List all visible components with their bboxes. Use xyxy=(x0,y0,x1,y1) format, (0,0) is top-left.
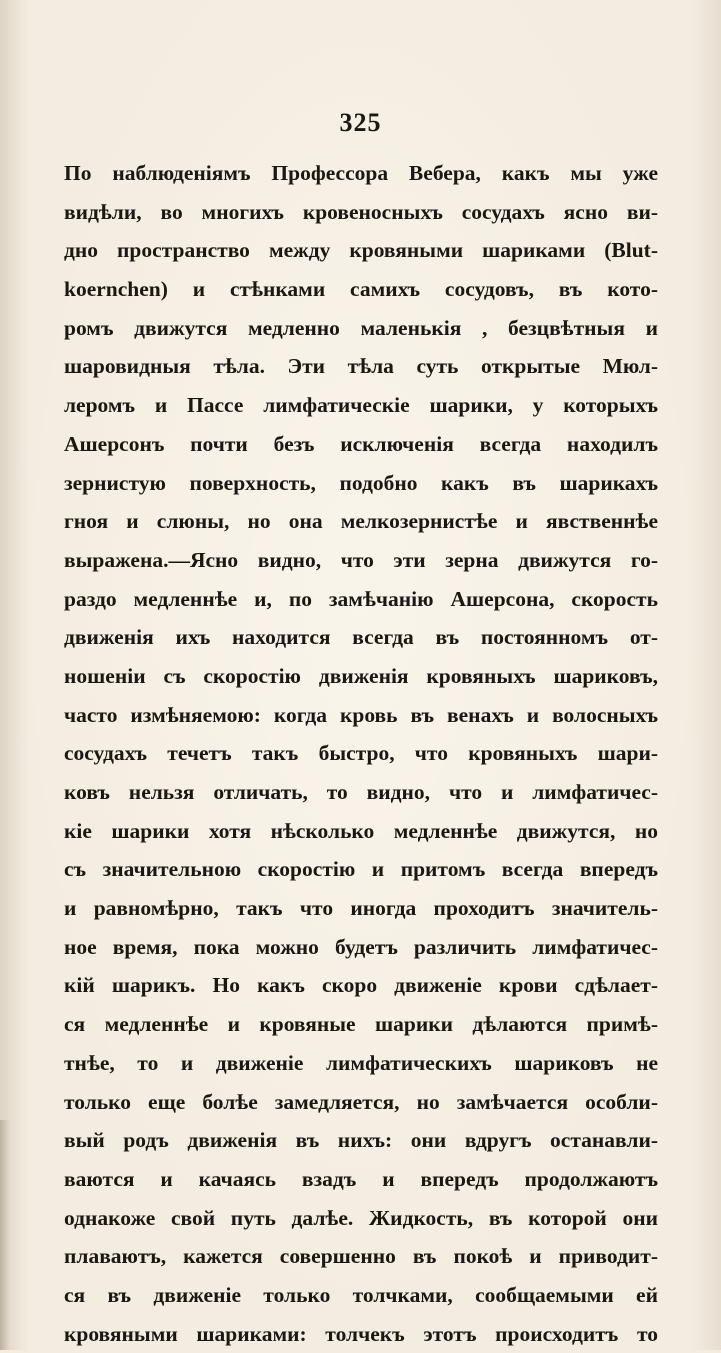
text-line: съ значительною скоростію и притомъ всегда впередъ xyxy=(64,857,658,882)
text-line: Ашерсонъ почти безъ исключенія всегда находилъ xyxy=(64,431,658,456)
text-line: видѣли, во многихъ кровеносныхъ сосудахъ ясно ви- xyxy=(64,199,658,224)
page-number: 325 xyxy=(339,108,382,137)
text-line: и равномѣрно, такъ что иногда проходитъ значитель- xyxy=(64,896,658,921)
text-line: однакоже свой путь далѣе. Жидкость, въ которой они xyxy=(64,1205,658,1230)
text-line: ромъ движутся медленно маленькія , безцвѣтныя и xyxy=(64,315,658,340)
page-edge-shadow xyxy=(0,1120,10,1350)
text-line: движенія ихъ находится всегда въ постоянномъ от- xyxy=(64,625,658,650)
text-line: только еще болѣе замедляется, но замѣчается особли- xyxy=(64,1089,658,1114)
text-line: ся медленнѣе и кровяные шарики дѣлаются примѣ- xyxy=(64,1012,658,1037)
text-line: ваются и качаясь взадъ и впередъ продолжаютъ xyxy=(64,1166,658,1191)
text-line: По наблюденіямъ Профессора Вебера, какъ мы уже xyxy=(64,161,658,185)
text-line: шаровидныя тѣла. Эти тѣла суть открытые Мюл- xyxy=(64,354,658,379)
text-line: зернистую поверхность, подобно какъ въ шарикахъ xyxy=(64,470,658,495)
text-line: выражена.—Ясно видно, что эти зерна движутся го- xyxy=(64,547,658,572)
text-line: ковъ нельзя отличать, то видно, что и лимфатичес- xyxy=(64,780,658,804)
text-line: плаваютъ, кажется совершенно въ покоѣ и приводит- xyxy=(64,1244,658,1269)
text-line: ся въ движеніе только толчками, сообщаемыми ей xyxy=(64,1282,658,1307)
text-line: часто измѣняемою: когда кровь въ венахъ и волосныхъ xyxy=(64,702,658,727)
text-line: кій шарикъ. Но какъ скоро движеніе крови сдѣлает- xyxy=(64,973,658,998)
text-line: вый родъ движенія въ нихъ: они вдругъ останавли- xyxy=(64,1128,658,1153)
text-line: кіе шарики хотя нѣсколько медленнѣе движутся, но xyxy=(64,818,658,843)
text-line: кровяными шариками: толчекъ этотъ происходитъ то xyxy=(64,1321,658,1346)
text-line: ношеніи съ скоростію движенія кровяныхъ шариковъ, xyxy=(64,663,658,688)
text-line: леромъ и Пассе лимфатическіе шарики, у которыхъ xyxy=(64,393,658,418)
text-line: ное время, пока можно будетъ различить лимфатичес- xyxy=(64,934,658,959)
text-line: koernchen) и стѣнками самихъ сосудовъ, въ кото- xyxy=(64,277,658,302)
text-line: гноя и слюны, но она мелкозернистѣе и явственнѣе xyxy=(64,509,658,534)
text-line: тнѣе, то и движеніе лимфатическихъ шариковъ не xyxy=(64,1050,658,1075)
text-line: дно пространство между кровяными шариками (Blut- xyxy=(64,238,658,263)
body-text xyxy=(64,154,658,1353)
text-line: сосудахъ течетъ такъ быстро, что кровяныхъ шари- xyxy=(64,741,658,766)
text-line: раздо медленнѣе и, по замѣчанію Ашерсона, скорость xyxy=(64,586,658,611)
